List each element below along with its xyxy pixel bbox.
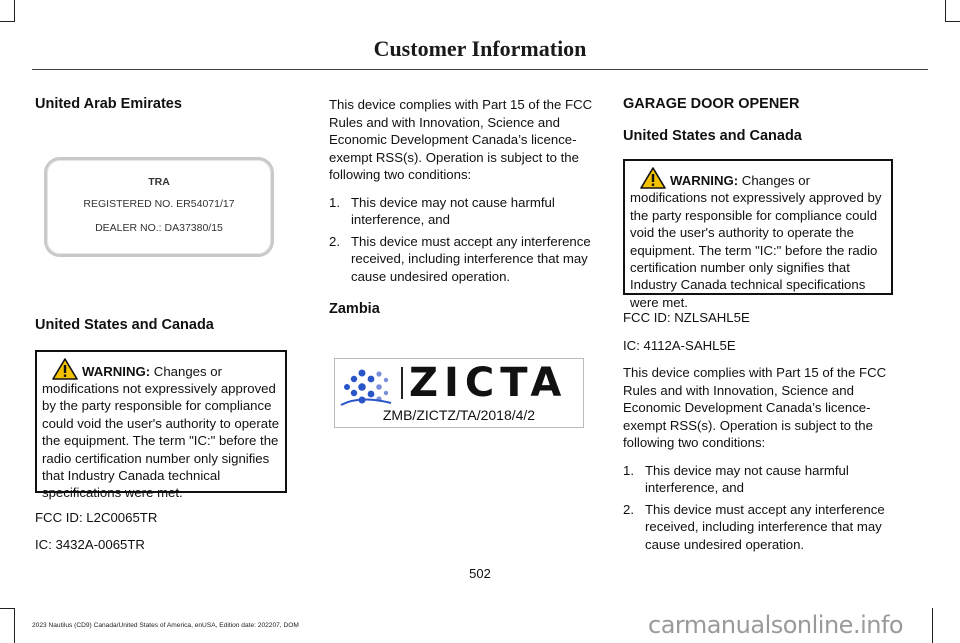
ic-number: IC: 3432A-0065TR — [35, 537, 145, 552]
warning-icon — [52, 358, 78, 380]
list-item: 2. This device must accept any interference received, including interference that may cause undesired operation. — [329, 233, 591, 284]
warning-box — [623, 159, 893, 310]
page-title: Customer Information — [373, 36, 587, 61]
fcc-id: FCC ID: NZLSAHL5E — [623, 310, 750, 325]
warning-icon — [640, 167, 666, 189]
garage-door-heading: GARAGE DOOR OPENER — [623, 96, 800, 112]
crop-mark — [945, 0, 946, 22]
compliance-text: This device complies with Part 15 of the FCC Rules and with Innovation, Science and Economic Development Canada’s licence-exempt RSS(s). Operation is subject to the following two conditions: — [329, 97, 593, 182]
zicta-code: ZMB/ZICTZ/TA/2018/4/2 — [382, 407, 536, 423]
zicta-label-image — [334, 358, 584, 428]
page-number: 502 — [469, 566, 491, 581]
zicta-logo-text: ZICTA — [409, 360, 568, 406]
list-item: 1. This device may not cause harmful interference, and — [623, 462, 849, 495]
tra-line-3: DEALER NO.: DA37380/15 — [95, 222, 223, 234]
right-column — [623, 96, 895, 565]
conditions-list — [329, 194, 601, 286]
left-column-lower — [35, 317, 299, 564]
tra-label-image — [44, 157, 274, 257]
conditions-list — [623, 462, 895, 554]
compliance-text: This device complies with Part 15 of the FCC Rules and with Innovation, Science and Economic Development Canada’s licence-exempt RSS(s). Operation is subject to the following two conditions: — [623, 365, 887, 450]
zambia-heading: Zambia — [329, 301, 380, 317]
warning-text: Changes or modifications not expressively approved by the party responsible for compliance could void the user's authority to operate the equipment. The term "IC:" before the radio certification number only signifies that Industry Canada technical specifications were met. — [42, 363, 280, 501]
tra-line-1: TRA — [148, 176, 170, 188]
edition-info: 2023 Nautilus (CD9) Canada/United States of America, enUSA, Edition date: 202207, DOM — [32, 622, 299, 629]
fcc-id: FCC ID: L2C0065TR — [35, 509, 158, 525]
crop-mark — [932, 608, 933, 643]
crop-mark — [945, 21, 960, 22]
zicta-divider — [401, 367, 403, 399]
middle-column — [329, 96, 601, 319]
left-column — [35, 96, 299, 114]
list-item: 1. This device may not cause harmful interference, and — [329, 194, 555, 227]
ic-number: IC: 4112A-SAHL5E — [623, 337, 736, 353]
uae-heading: United Arab Emirates — [35, 96, 182, 112]
crop-mark — [14, 0, 15, 22]
list-item: 2. This device must accept any interference received, including interference that may cause undesired operation. — [623, 501, 885, 552]
crop-mark — [14, 608, 15, 643]
header-rule — [32, 69, 928, 70]
watermark: carmanualsonline.info — [648, 611, 904, 639]
crop-mark — [0, 21, 15, 22]
us-canada-heading: United States and Canada — [623, 127, 802, 144]
tra-line-2: REGISTERED NO. ER54071/17 — [83, 198, 235, 210]
crop-mark — [0, 608, 15, 609]
warning-box — [35, 350, 287, 501]
us-canada-heading: United States and Canada — [35, 317, 214, 333]
warning-text: Changes or modifications not expressively approved by the party responsible for compliance could void the user's authority to operate the equipment. The term "IC:" before the radio certification number only signifies that Industry Canada technical specifications were met. — [630, 173, 882, 310]
zicta-emblem-icon — [339, 365, 397, 409]
warning-label: WARNING: — [82, 363, 151, 379]
warning-label: WARNING: — [670, 173, 739, 188]
